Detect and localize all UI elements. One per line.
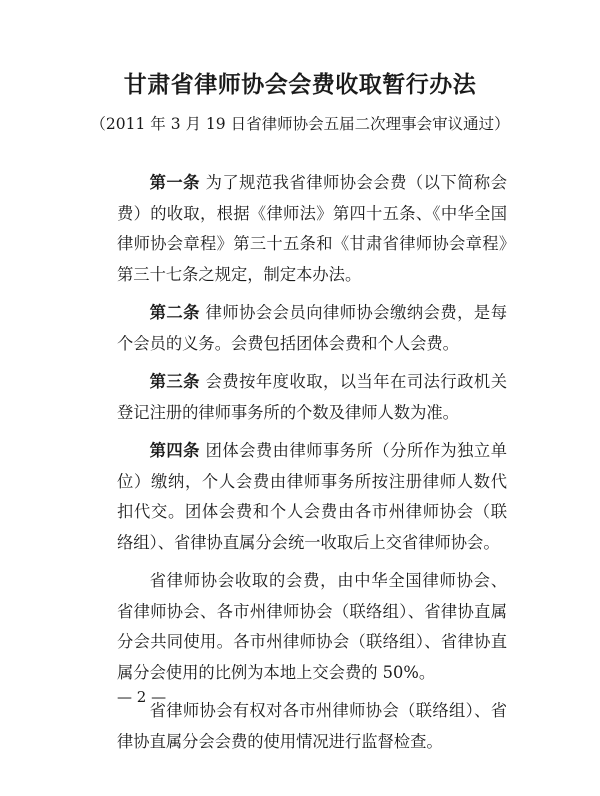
article-label: 第三条 — [149, 372, 200, 391]
paragraph-text: 省律师协会有权对各市州律师协会（联络组）、省律协直属分会会费的使用情况进行监督检查。 — [117, 701, 507, 751]
page-number: — 2 — — [117, 688, 167, 706]
paragraph-article-2 — [117, 298, 507, 359]
paragraph-text: 律师协会会员向律师协会缴纳会费，是每个会员的义务。会费包括团体会费和个人会费。 — [117, 303, 507, 353]
article-label: 第二条 — [149, 303, 200, 322]
document-subtitle: （2011 年 3 月 19 日省律师协会五届二次理事会审议通过） — [90, 115, 510, 133]
paragraph-article-1 — [117, 168, 507, 290]
article-label: 第四条 — [149, 441, 200, 460]
document-title: 甘肃省律师协会会费收取暂行办法 — [123, 71, 477, 98]
paragraph-text: 会费按年度收取，以当年在司法行政机关登记注册的律师事务所的个数及律师人数为准。 — [117, 372, 507, 422]
paragraph-article-3 — [117, 367, 507, 428]
paragraph-text: 省律师协会收取的会费，由中华全国律师协会、省律师协会、各市州律师协会（联络组）、省律协直属分会共同使用。各市州律师协会（联络组）、省律协直属分会使用的比例为本地上交会费的 50%。 — [117, 571, 507, 682]
paragraph-text: 团体会费由律师事务所（分所作为独立单位）缴纳，个人会费由律师事务所按注册律师人数代扣代交。团体会费和个人会费由各市州律师协会（联络组）、省律协直属分会统一收取后上交省律师协会。 — [117, 441, 507, 552]
document-body — [117, 168, 507, 757]
article-label: 第一条 — [149, 173, 200, 192]
paragraph-article-4 — [117, 436, 507, 558]
paragraph-text: 为了规范我省律师协会会费（以下简称会费）的收取，根据《律师法》第四十五条、《中华全国律师协会章程》第三十五条和《甘肃省律师协会章程》第三十七条之规定，制定本办法。 — [117, 173, 507, 284]
paragraph-article-4-continued-2 — [117, 696, 507, 757]
paragraph-article-4-continued-1 — [117, 566, 507, 688]
